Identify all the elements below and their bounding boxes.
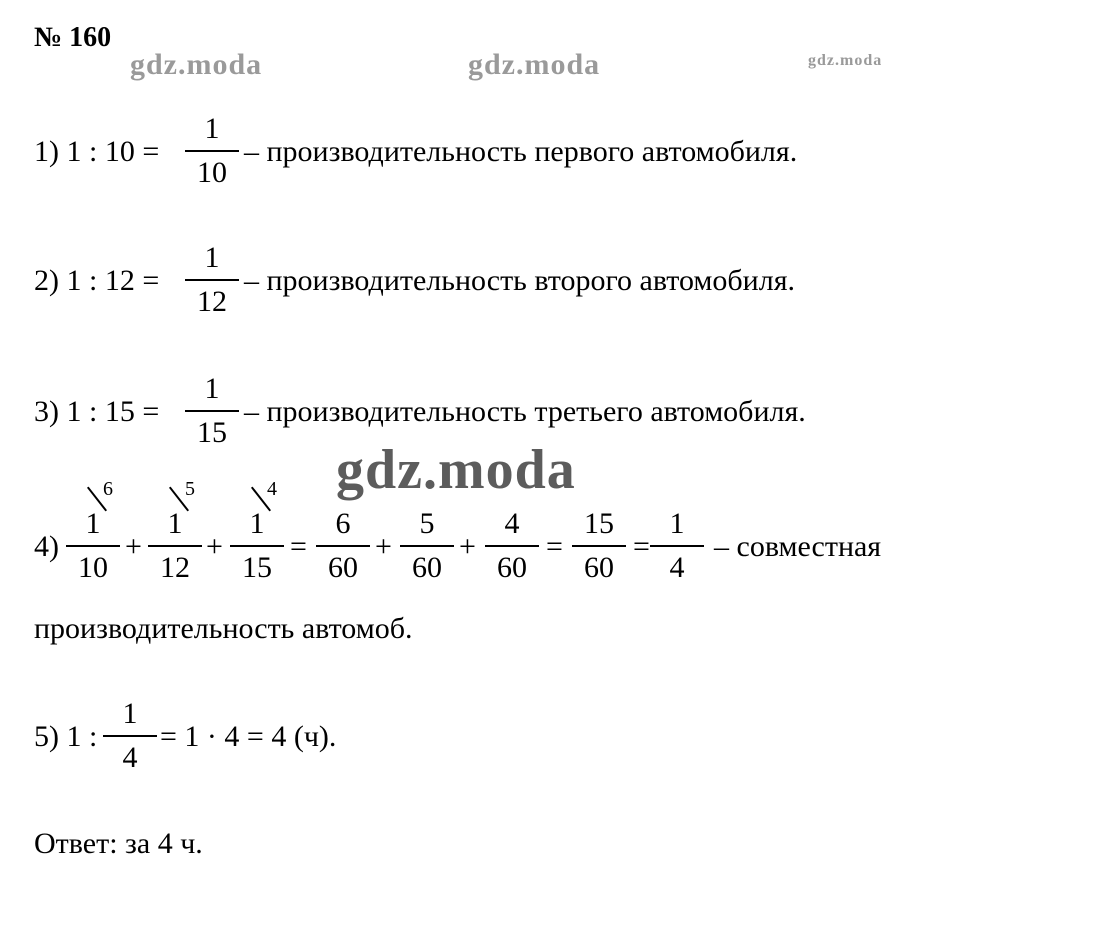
denominator: 60 (584, 551, 614, 584)
multiplier: 4 (267, 478, 277, 500)
multiplier: 5 (185, 478, 195, 500)
step4-fraction-3 (230, 507, 284, 585)
numerator: 6 (335, 507, 351, 540)
fraction-bar (400, 545, 454, 547)
denominator: 10 (78, 551, 108, 584)
numerator: 1 (204, 112, 220, 145)
answer: Ответ: за 4 ч. (34, 827, 203, 860)
step4-fraction-4 (316, 507, 370, 585)
numerator: 1 (669, 507, 685, 540)
fraction-bar (185, 150, 239, 152)
numerator: 1 (204, 241, 220, 274)
denominator: 10 (197, 156, 227, 189)
step5-text: = 1 · 4 = 4 (ч). (160, 720, 337, 753)
denominator: 12 (197, 285, 227, 318)
fraction-bar (185, 279, 239, 281)
fraction-bar (185, 410, 239, 412)
step4-fraction-8 (650, 507, 704, 585)
numerator: 5 (419, 507, 435, 540)
watermark: gdz.moda (808, 52, 883, 69)
numerator: 1 (204, 372, 220, 405)
operator: + (459, 530, 476, 563)
denominator: 15 (242, 551, 272, 584)
denominator: 12 (160, 551, 190, 584)
step3-fraction (185, 372, 239, 450)
step4-fraction-1 (66, 507, 120, 585)
denominator: 4 (122, 741, 138, 774)
problem-number: № 160 (34, 22, 112, 53)
fraction-bar (66, 545, 120, 547)
operator: = (546, 530, 563, 563)
step2-text: – производительность второго автомобиля. (244, 264, 796, 297)
numerator: 15 (584, 507, 614, 540)
denominator: 60 (328, 551, 358, 584)
operator: = (290, 530, 307, 563)
fraction-bar (230, 545, 284, 547)
denominator: 60 (497, 551, 527, 584)
step4-fraction-2 (148, 507, 202, 585)
denominator: 60 (412, 551, 442, 584)
step2-fraction (185, 241, 239, 319)
step5-prefix: 5) 1 : (34, 720, 98, 753)
watermark: gdz.moda (130, 48, 263, 81)
watermark: gdz.moda (468, 48, 601, 81)
numerator: 1 (85, 507, 101, 540)
step3-prefix: 3) 1 : 15 = (34, 395, 160, 428)
operator: = (633, 530, 650, 563)
step1-fraction (185, 112, 239, 190)
step5-fraction (103, 697, 157, 775)
step4-fraction-7 (572, 507, 626, 585)
operator: + (125, 530, 142, 563)
fraction-bar (103, 735, 157, 737)
step4-fraction-5 (400, 507, 454, 585)
step2-prefix: 2) 1 : 12 = (34, 264, 160, 297)
operator: + (206, 530, 223, 563)
denominator: 4 (669, 551, 685, 584)
numerator: 1 (167, 507, 183, 540)
step4-text: – совместная (714, 530, 882, 563)
fraction-bar (148, 545, 202, 547)
multiplier: 6 (103, 478, 113, 500)
fraction-bar (650, 545, 704, 547)
step4-label: 4) (34, 530, 59, 563)
numerator: 4 (504, 507, 520, 540)
step3-text: – производительность третьего автомобиля. (244, 395, 806, 428)
step4-fraction-6 (485, 507, 539, 585)
denominator: 15 (197, 416, 227, 449)
fraction-bar (316, 545, 370, 547)
numerator: 1 (122, 697, 138, 730)
numerator: 1 (249, 507, 265, 540)
step1-prefix: 1) 1 : 10 = (34, 135, 160, 168)
operator: + (375, 530, 392, 563)
watermark-large: gdz.moda (336, 439, 576, 501)
fraction-bar (485, 545, 539, 547)
step1-text: – производительность первого автомобиля. (244, 135, 798, 168)
fraction-bar (572, 545, 626, 547)
step4-continuation: производительность автомоб. (34, 612, 413, 645)
